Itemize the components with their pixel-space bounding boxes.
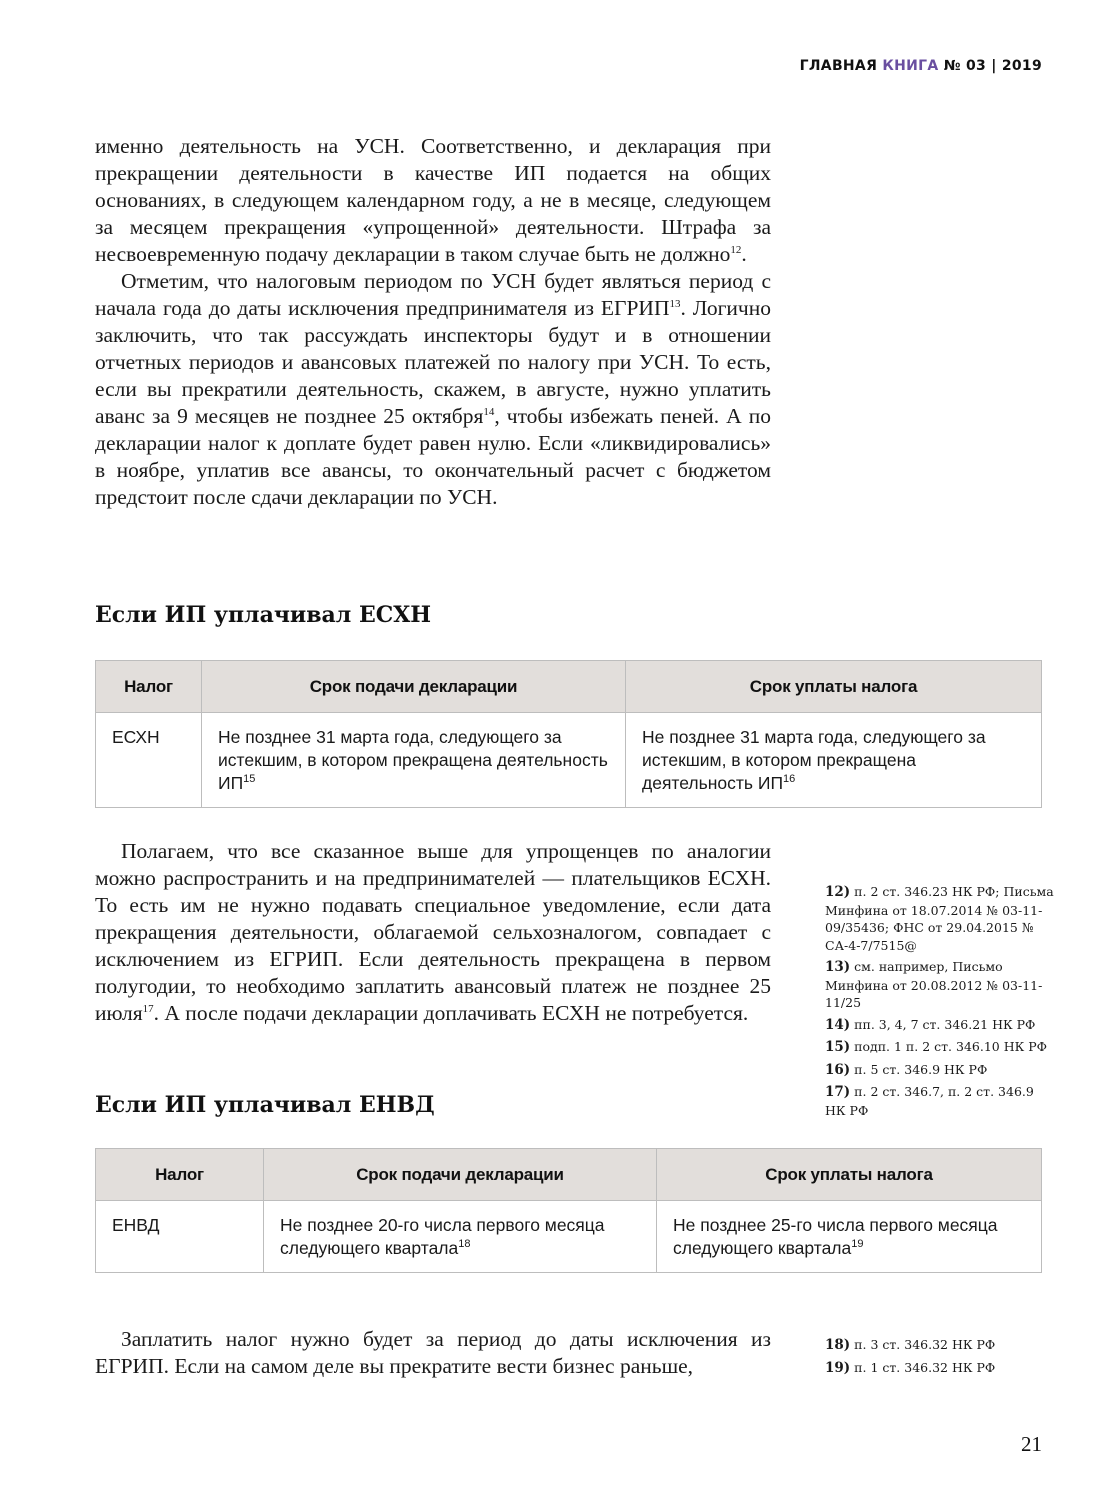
paragraph: именно деятельность на УСН. Соответственно, и декларация при прекращении деятельности в качестве ИП подается на общих основаниях, в следующем календарном году, а не в месяце, следующем за месяцем прекращения «упрощенной» деятельности. Штрафа за несвоевременную подачу декларации в таком случае быть не должно$^{12}$.	[95, 134, 771, 266]
article-body-middle	[95, 838, 771, 1027]
paragraph: Полагаем, что все сказанное выше для упрощенцев по аналогии можно распространить и на предпринимателей — плательщиков ЕСХН. То есть им не нужно подавать специальное уведомление, если дата прекращения деятельности, облагаемой сельхозналогом, совпадает с исключением из ЕГРИП. Если деятельность прекращена в первом полугодии, то необходимо заплатить авансовый платеж не позднее 25 июля$^{17}$. А после подачи декларации доплачивать ЕСХН не потребуется.	[95, 839, 771, 1025]
cell-filing-deadline: Не позднее 20-го числа первого месяца следующего квартала$^{18}$	[264, 1201, 657, 1273]
table-header-row	[96, 1149, 1042, 1201]
table-header-row	[96, 661, 1042, 713]
envd-deadlines-table	[95, 1148, 1042, 1273]
running-header	[800, 58, 1042, 74]
footnote: 15) подп. 1 п. 2 ст. 346.10 НК РФ	[825, 1039, 1048, 1055]
eshn-deadlines-table	[95, 660, 1042, 808]
article-body-bottom	[95, 1326, 771, 1380]
column-header-filing-deadline: Срок подачи декларации	[264, 1149, 657, 1201]
footnote-ref: 14	[483, 405, 495, 418]
cell-payment-deadline: Не позднее 31 марта года, следующего за истекшим, в котором прекращена деятельность ИП$^{16}$	[626, 713, 1042, 808]
section-heading-envd: Если ИП уплачивал ЕНВД	[95, 1092, 435, 1118]
cell-tax: ЕНВД	[96, 1201, 264, 1273]
column-header-tax: Налог	[96, 1149, 264, 1201]
footnote-ref: 17	[142, 1002, 154, 1015]
paragraph: Заплатить налог нужно будет за период до даты исключения из ЕГРИП. Если на самом деле вы прекратите вести бизнес раньше,	[95, 1327, 771, 1378]
footnote: 14) пп. 3, 4, 7 ст. 346.21 НК РФ	[825, 1016, 1036, 1033]
paragraph: Отметим, что налоговым периодом по УСН будет являться период с начала года до даты исключения предпринимателя из ЕГРИП$^{13}$. Логично заключить, что так рассуждать инспекторы будут и в отношении отчетных периодов и авансовых платежей по налогу при УСН. То есть, если вы прекратили деятельность, скажем, в августе, нужно уплатить аванс за 9 месяцев не позднее 25 октября$^{14}$, чтобы избежать пеней. А по декларации налог к доплате будет равен нулю. Если «ликвидировались» в ноябре, уплатив все авансы, то окончательный расчет с бюджетом предстоит после сдачи декларации по УСН.	[95, 269, 771, 509]
article-body-top	[95, 133, 771, 511]
footnote-ref: 16	[783, 773, 796, 786]
footnote: 19) п. 1 ст. 346.32 НК РФ	[825, 1359, 996, 1376]
footnote: 16) п. 5 ст. 346.9 НК РФ	[825, 1061, 988, 1078]
footnote-ref: 15	[243, 773, 256, 786]
cell-payment-deadline: Не позднее 25-го числа первого месяца следующего квартала$^{19}$	[657, 1201, 1042, 1273]
column-header-payment-deadline: Срок уплаты налога	[626, 661, 1042, 713]
publication-name-accent: КНИГА	[882, 58, 939, 74]
footnote: 18) п. 3 ст. 346.32 НК РФ	[825, 1337, 996, 1353]
footnote-ref: 13	[669, 297, 681, 310]
page-number: 21	[1021, 1432, 1042, 1456]
section-heading-eshn: Если ИП уплачивал ЕСХН	[95, 602, 432, 628]
footnotes-column-bottom	[825, 1336, 1055, 1381]
footnote-ref: 19	[851, 1238, 864, 1251]
issue-number: № 03 | 2019	[943, 58, 1042, 74]
footnotes-column	[825, 883, 1055, 1123]
footnote: 12) п. 2 ст. 346.23 НК РФ; Письма Минфина от 18.07.2014 № 03-11-09/35436; ФНС от 29.04.2015 № СА-4-7/7515@	[825, 884, 1054, 953]
cell-tax: ЕСХН	[96, 713, 202, 808]
footnote-ref: 12	[730, 243, 742, 256]
cell-filing-deadline: Не позднее 31 марта года, следующего за истекшим, в котором прекращена деятельность ИП$^{15}$	[202, 713, 626, 808]
footnote-ref: 18	[458, 1238, 471, 1251]
column-header-payment-deadline: Срок уплаты налога	[657, 1149, 1042, 1201]
table-row	[96, 713, 1042, 808]
publication-name: ГЛАВНАЯ	[799, 58, 878, 74]
column-header-tax: Налог	[96, 661, 202, 713]
table-row	[96, 1201, 1042, 1273]
footnote: 13) см. например, Письмо Минфина от 20.08.2012 № 03-11-11/25	[825, 959, 1043, 1010]
column-header-filing-deadline: Срок подачи декларации	[202, 661, 626, 713]
footnote: 17) п. 2 ст. 346.7, п. 2 ст. 346.9 НК РФ	[825, 1084, 1034, 1118]
